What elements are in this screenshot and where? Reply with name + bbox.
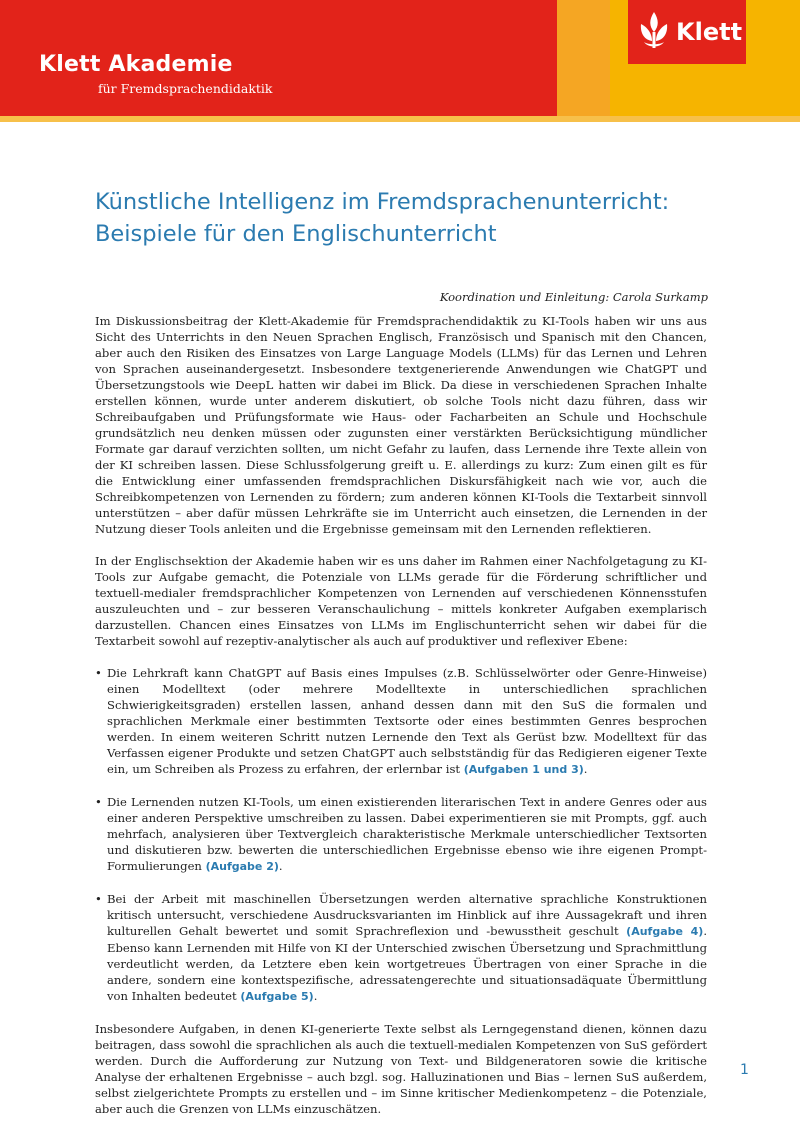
list-item-text: Bei der Arbeit mit maschinellen Übersetzungen werden alternative sprachliche Konstruktionen kritisch untersucht, verschiedene Ausdrucksvarianten im Hinblick auf ihre Aussagekraft und ihren kulturellen Gehalt bewertet und somit Sprachreflexion und -bewusstheit geschult [107, 892, 707, 938]
brand-subtitle: für Fremdsprachendidaktik [98, 81, 273, 96]
page-header [0, 0, 800, 116]
list-item-tail: . [313, 989, 318, 1003]
klett-logo [628, 0, 746, 64]
paragraph: In der Englischsektion der Akademie haben wir es uns daher im Rahmen einer Nachfolgetagung zu KI-Tools zur Aufgabe gemacht, die Potenziale von LLMs gerade für die Förderung schriftlicher und textuell-medialer fremdsprachlicher Kompetenzen von Lernenden auf verschiedenen Könnensstufen auszuleuchten und – zur besseren Veranschaulichung – mittels konkreter Aufgaben exemplarisch darzustellen. Chancen eines Einsatzes von LLMs im Englischunterricht sehen wir dabei für die Textarbeit sowohl auf rezeptiv-analytischer als auch auf produktiver und reflexiver Ebene: [95, 554, 707, 648]
logo-text: Klett [676, 18, 743, 46]
list-item [95, 891, 707, 1005]
paragraph: Insbesondere Aufgaben, in denen KI-generierte Texte selbst als Lerngegenstand dienen, können dazu beitragen, dass sowohl die sprachlichen als auch die textuell-medialen Kompetenzen von SuS gefördert werden. Durch die Aufforderung zur Nutzung von Text- und Bildgeneratoren sowie die kritische Analyse der erhaltenen Ergebnisse – auch bzgl. sog. Halluzinationen und Bias – lernen SuS außerdem, selbst zielgerichtete Prompts zu erstellen und – im Sinne kritischer Medienkompetenz – die Potenziale, aber auch die Grenzen von LLMs einzuschätzen. [95, 1022, 707, 1116]
task-reference: (Aufgabe 5) [240, 990, 314, 1003]
task-reference: (Aufgaben 1 und 3) [463, 763, 584, 776]
paragraph: Im Diskussionsbeitrag der Klett-Akademie für Fremdsprachendidaktik zu KI-Tools haben wir uns aus Sicht des Unterrichts in den Neuen Sprachen Englisch, Französisch und Spanisch mit den Chancen, aber auch den Risiken des Einsatzes von Large Language Models (LLMs) für das Lernen und Lehren von Sprachen auseinandergesetzt. Insbesondere textgenerierende Anwendungen wie ChatGPT und Übersetzungstools wie DeepL hatten wir dabei im Blick. Da diese in verschiedenen Sprachen Inhalte erstellen können, wurde unter anderem diskutiert, ob solche Tools nicht dazu führen, dass wir Schreibaufgaben und Prüfungsformate wie Haus- oder Facharbeiten an Schule und Hochschule grundsätzlich neu denken müssen oder zugunsten einer verstärkten Berücksichtigung mündlicher Formate gar darauf verzichten sollten, um nicht Gefahr zu laufen, dass Lernende ihre Texte allein von der KI schreiben lassen. Diese Schlussfolgerung greift u. E. allerdings zu kurz: Zum einen gilt es für die Entwicklung einer umfassenden fremdsprachlichen Diskursfähigkeit nach wie vor, auch die Schreibkompetenzen von Lernenden zu fördern; zum anderen können KI-Tools die Textarbeit sinnvoll unterstützen – aber dafür müssen Lehrkräfte sie im Unterricht auch einsetzen, die Lernenden in der Nutzung dieser Tools anleiten und die Ergebnisse gemeinsam mit den Lernenden reflektieren. [95, 314, 707, 536]
brand-title: Klett Akademie [39, 52, 233, 77]
page-number: 1 [740, 1062, 749, 1078]
list-item-text: Die Lehrkraft kann ChatGPT auf Basis eines Impulses (z.B. Schlüsselwörter oder Genre-Hinweise) einen Modelltext (oder mehrere Modelltexte in unterschiedlichen sprachlichen Schwierigkeitsgraden) erstellen lassen, anhand dessen dann mit den SuS die formalen und sprachlichen Merkmale einer bestimmten Textsorte oder eines bestimmten Genres besprochen werden. In einem weiteren Schritt nutzen Lernende den Text als Gerüst bzw. Modelltext für das Verfassen eigener Produkte und setzen ChatGPT auch selbstständig für das Redigieren eigener Texte ein, um Schreiben als Prozess zu erfahren, der erlernbar ist [107, 666, 707, 776]
header-divider [0, 116, 800, 122]
task-reference: (Aufgabe 2) [205, 860, 279, 873]
list-item-text-2: . Ebenso kann Lernenden mit Hilfe von KI der Unterschied zwischen Übersetzung und Sprachmittlung verdeutlicht werden, da Letztere eben kein wortgetreues Übertragen von einer Sprache in die andere, sondern eine kontextspezifische, adressatengerechte und situationsadäquate Übermittlung von Inhalten bedeutet [107, 924, 707, 1003]
document-body [95, 313, 707, 1133]
byline: Koordination und Einleitung: Carola Surkamp [439, 290, 708, 304]
list-item-tail: . [583, 762, 588, 776]
list-item [95, 665, 707, 778]
title-line-2: Beispiele für den Englischunterricht [95, 221, 497, 247]
list-item-text: Die Lernenden nutzen KI-Tools, um einen existierenden literarischen Text in andere Genres oder aus einer anderen Perspektive umschreiben zu lassen. Dabei experimentieren sie mit Prompts, ggf. auch mehrfach, analysieren über Textvergleich charakteristische Merkmale unterschiedlicher Textsorten und diskutieren bzw. bewerten die unterschiedlichen Ergebnisse ebenso wie ihre eigenen Prompt-Formulierungen [107, 795, 707, 873]
document-title [95, 186, 755, 250]
bullet-list [95, 665, 707, 1005]
title-line-1: Künstliche Intelligenz im Fremdsprachenunterricht: [95, 189, 670, 215]
list-item [95, 794, 707, 875]
task-reference: (Aufgabe 4) [626, 925, 704, 938]
list-item-tail: . [278, 859, 283, 873]
klett-flower-icon [636, 10, 672, 54]
